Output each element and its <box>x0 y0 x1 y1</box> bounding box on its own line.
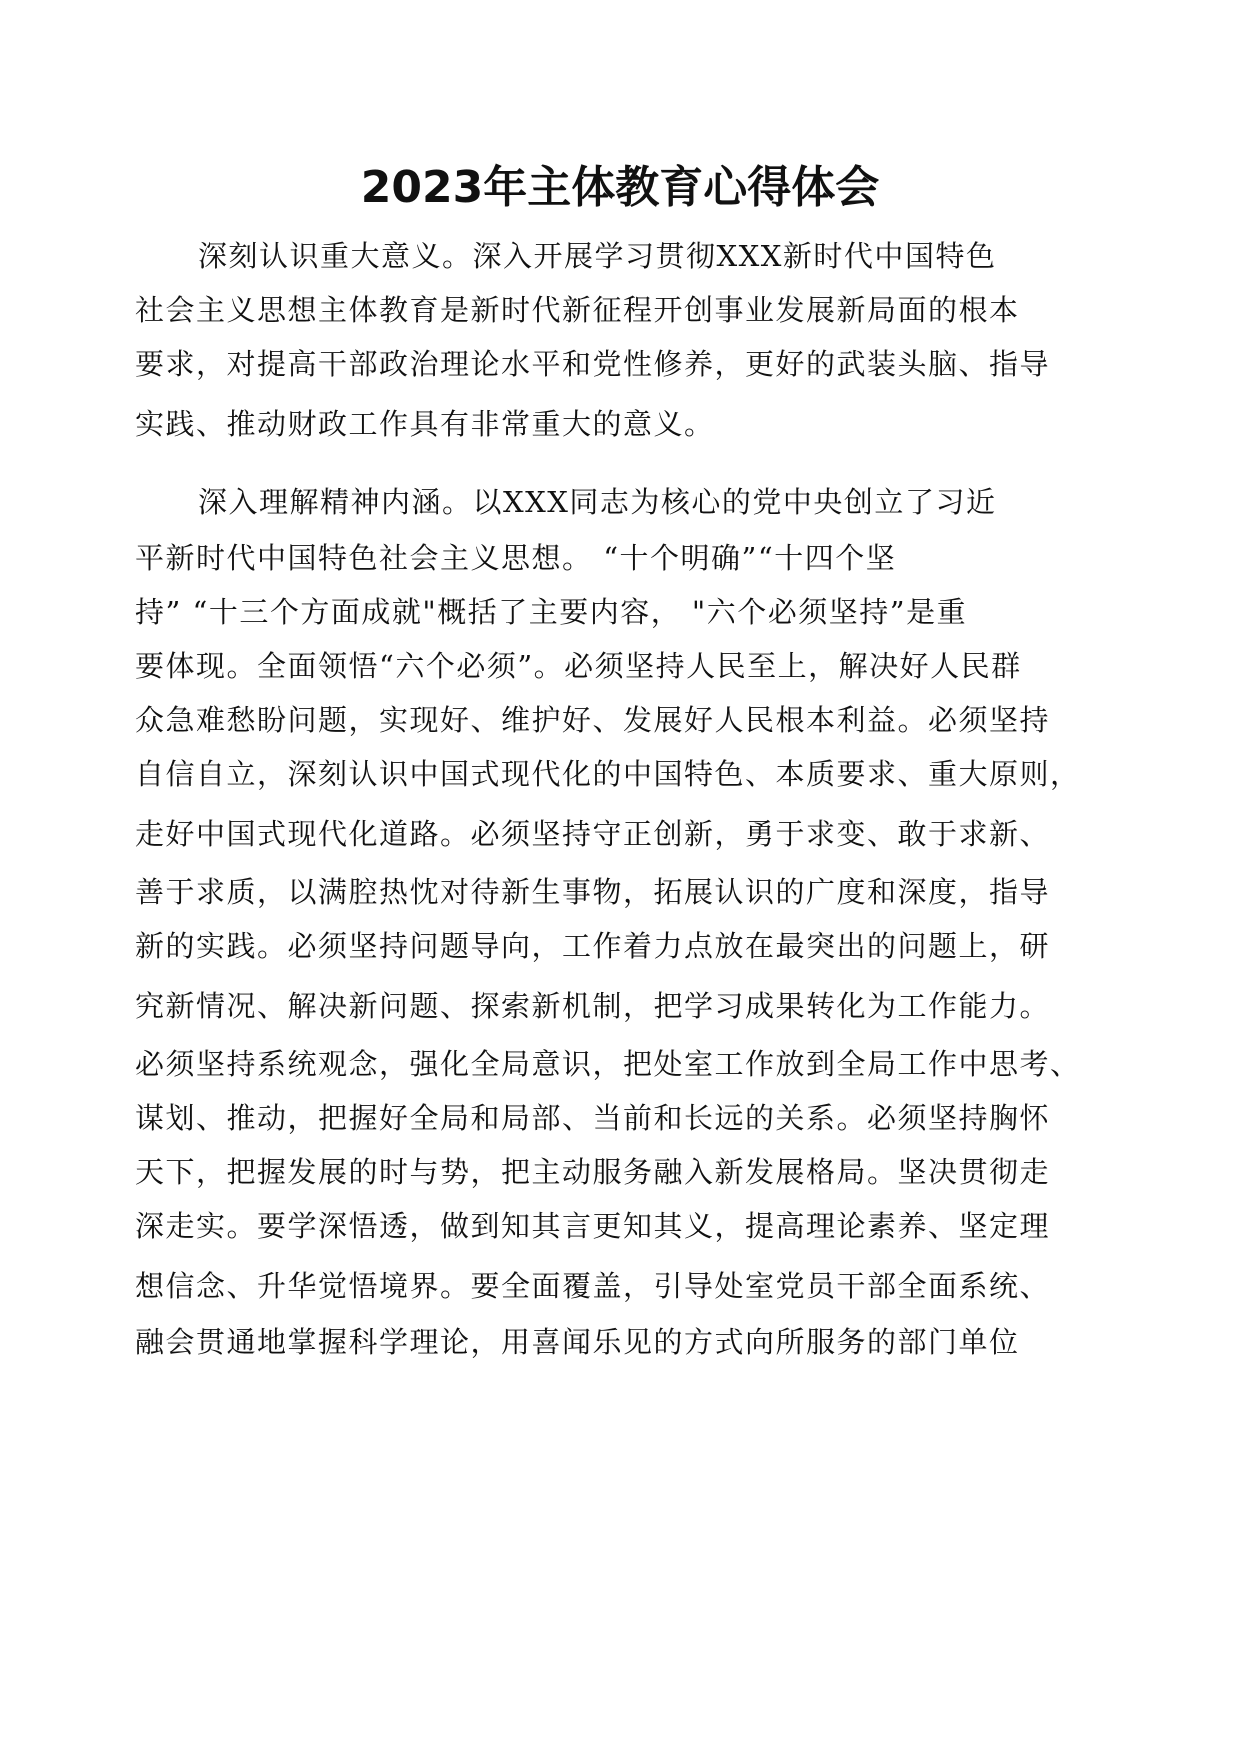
paragraph-2-line-5: 众急难愁盼问题，实现好、维护好、发展好人民根本利益。必须坚持 <box>135 703 1051 737</box>
paragraph-2-line-3: 持” “十三个方面成就"概括了主要内容， "六个必须坚持”是重 <box>135 595 968 629</box>
paragraph-2-line-4: 要体现。全面领悟“六个必须”。必须坚持人民至上，解决好人民群 <box>135 649 1022 683</box>
paragraph-2-line-6: 自信自立，深刻认识中国式现代化的中国特色、本质要求、重大原则， <box>135 757 1081 791</box>
paragraph-2-line-8: 善于求质，以满腔热忱对待新生事物，拓展认识的广度和深度，指导 <box>135 875 1051 909</box>
paragraph-1-line-4: 实践、推动财政工作具有非常重大的意义。 <box>135 407 715 441</box>
paragraph-2-line-7: 走好中国式现代化道路。必须坚持守正创新，勇于求变、敢于求新、 <box>135 817 1051 851</box>
paragraph-1-line-3: 要求，对提高干部政治理论水平和党性修养，更好的武装头脑、指导 <box>135 347 1051 381</box>
paragraph-1-line-1: 深刻认识重大意义。深入开展学习贯彻XXX新时代中国特色 <box>198 239 997 273</box>
paragraph-2-line-11: 必须坚持系统观念，强化全局意识，把处室工作放到全局工作中思考、 <box>135 1047 1081 1081</box>
paragraph-2-line-13: 天下，把握发展的时与势，把主动服务融入新发展格局。坚决贯彻走 <box>135 1155 1051 1189</box>
paragraph-2-line-1: 深入理解精神内涵。以XXX同志为核心的党中央创立了习近 <box>198 485 997 519</box>
paragraph-2-line-2: 平新时代中国特色社会主义思想。 “十个明确”“十四个坚 <box>135 541 897 575</box>
paragraph-2-line-12: 谋划、推动，把握好全局和局部、当前和长远的关系。必须坚持胸怀 <box>135 1101 1051 1135</box>
paragraph-2-line-16: 融会贯通地掌握科学理论，用喜闻乐见的方式向所服务的部门单位 <box>135 1325 1020 1359</box>
paragraph-2-line-15: 想信念、升华觉悟境界。要全面覆盖，引导处室党员干部全面系统、 <box>135 1269 1051 1303</box>
paragraph-2-line-10: 究新情况、解决新问题、探索新机制，把学习成果转化为工作能力。 <box>135 989 1051 1023</box>
paragraph-2-line-9: 新的实践。必须坚持问题导向，工作着力点放在最突出的问题上，研 <box>135 929 1051 963</box>
document-title: 2023年主体教育心得体会 <box>360 162 880 213</box>
paragraph-2-line-14: 深走实。要学深悟透，做到知其言更知其义，提高理论素养、坚定理 <box>135 1209 1051 1243</box>
paragraph-1-line-2: 社会主义思想主体教育是新时代新征程开创事业发展新局面的根本 <box>135 293 1020 327</box>
